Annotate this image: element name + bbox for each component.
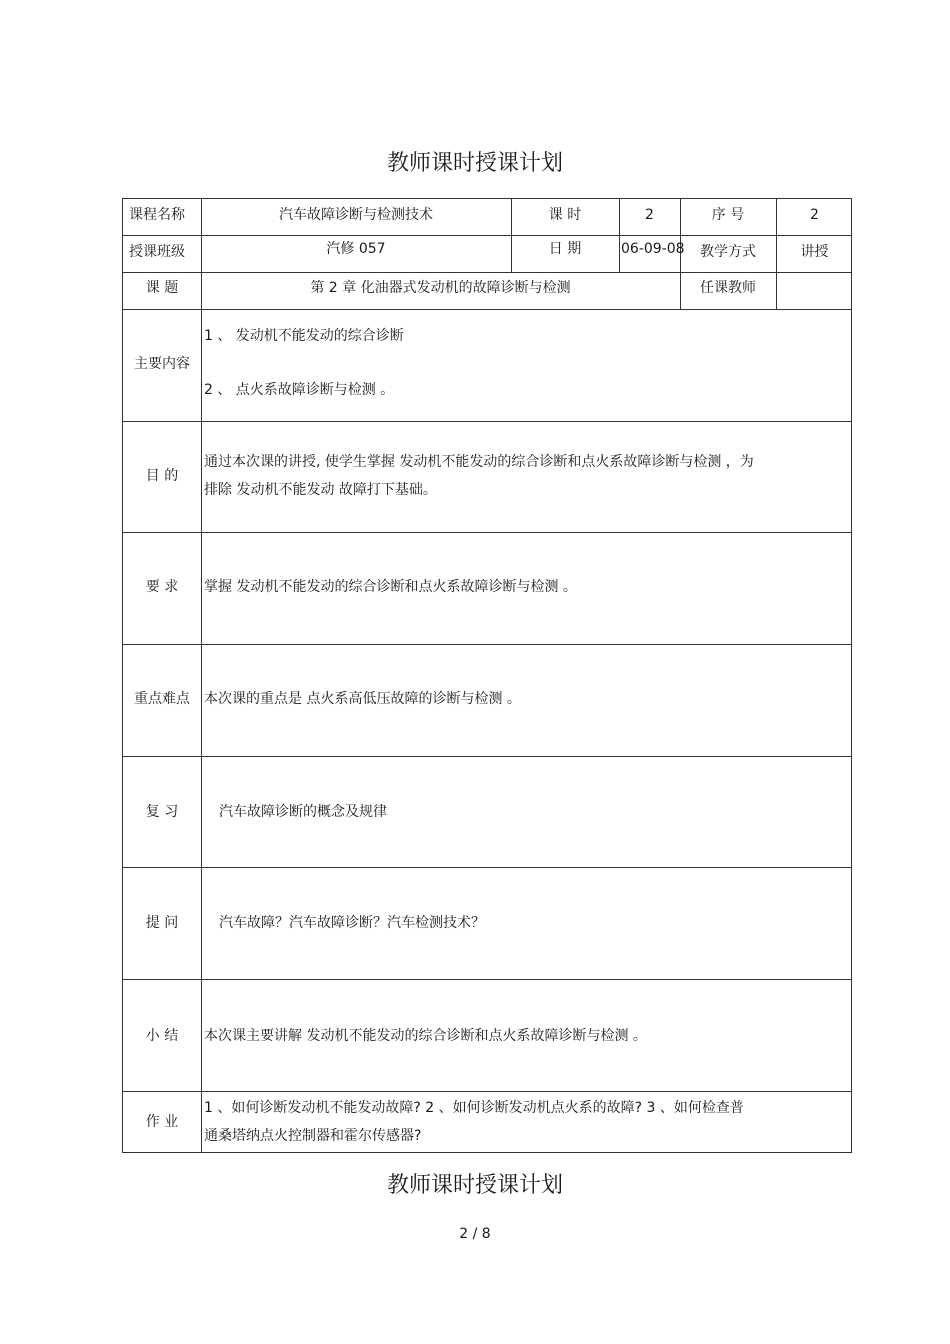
key-points-text: 本次课的重点是 点火系高低压故障的诊断与检测 。 — [204, 691, 521, 707]
main-content-label: 主要内容 — [134, 356, 190, 372]
class-hours-label: 课 时 — [548, 207, 582, 223]
row-divider — [123, 272, 851, 273]
class-value: 汽修 057 — [326, 241, 386, 257]
review-text: 汽车故障诊断的概念及规律 — [219, 804, 387, 820]
date-value: 06-09-08 — [621, 241, 685, 257]
page-title: 教师课时授课计划 — [386, 151, 563, 176]
teacher-label: 任课教师 — [700, 280, 756, 296]
homework-label: 作 业 — [145, 1114, 179, 1130]
column-divider — [201, 199, 202, 1152]
review-label: 复 习 — [145, 804, 179, 820]
row-divider — [123, 532, 851, 533]
course-name-label: 课程名称 — [129, 207, 185, 223]
homework-text-line: 通桑塔纳点火控制器和霍尔传感器? — [204, 1128, 422, 1144]
row-divider — [123, 979, 851, 980]
row-divider — [123, 1091, 851, 1092]
main-content-item: 2 、 点火系故障诊断与检测 。 — [204, 382, 395, 398]
main-content-item: 1 、 发动机不能发动的综合诊断 — [204, 328, 404, 344]
row-divider — [123, 867, 851, 868]
topic-value: 第 2 章 化油器式发动机的故障诊断与检测 — [310, 280, 571, 296]
date-label: 日 期 — [548, 241, 582, 257]
page-number: 2 / 8 — [459, 1226, 491, 1242]
row-divider — [123, 235, 851, 236]
summary-label: 小 结 — [145, 1028, 179, 1044]
summary-text: 本次课主要讲解 发动机不能发动的综合诊断和点火系故障诊断与检测 。 — [204, 1028, 647, 1044]
class-hours-value: 2 — [645, 207, 654, 223]
course-name-value: 汽车故障诊断与检测技术 — [279, 207, 433, 223]
column-divider — [511, 199, 512, 272]
topic-label: 课 题 — [145, 280, 179, 296]
row-divider — [123, 644, 851, 645]
homework-text-line: 1 、如何诊断发动机不能发动故障? 2 、如何诊断发动机点火系的故障? 3 、如何检查普 — [204, 1100, 744, 1116]
purpose-label: 目 的 — [145, 468, 179, 484]
row-divider — [123, 756, 851, 757]
key-points-label: 重点难点 — [134, 691, 190, 707]
page-title-repeat: 教师课时授课计划 — [386, 1173, 563, 1198]
class-label: 授课班级 — [129, 244, 185, 260]
questions-label: 提 问 — [145, 915, 179, 931]
requirement-label: 要 求 — [145, 579, 179, 595]
lesson-plan-table — [122, 198, 852, 1153]
column-divider — [619, 199, 620, 272]
sequence-label: 序 号 — [711, 207, 745, 223]
row-divider — [123, 309, 851, 310]
sequence-value: 2 — [810, 207, 819, 223]
requirement-text: 掌握 发动机不能发动的综合诊断和点火系故障诊断与检测 。 — [204, 579, 577, 595]
purpose-text-line: 排除 发动机不能发动 故障打下基础。 — [204, 482, 437, 498]
questions-text: 汽车故障？汽车故障诊断？汽车检测技术？ — [219, 915, 485, 931]
row-divider — [123, 421, 851, 422]
column-divider — [776, 199, 777, 309]
teaching-method-value: 讲授 — [800, 244, 829, 260]
teaching-method-label: 教学方式 — [700, 244, 756, 260]
purpose-text-line: 通过本次课的讲授, 使学生掌握 发动机不能发动的综合诊断和点火系故障诊断与检测 ，为 — [204, 454, 754, 470]
